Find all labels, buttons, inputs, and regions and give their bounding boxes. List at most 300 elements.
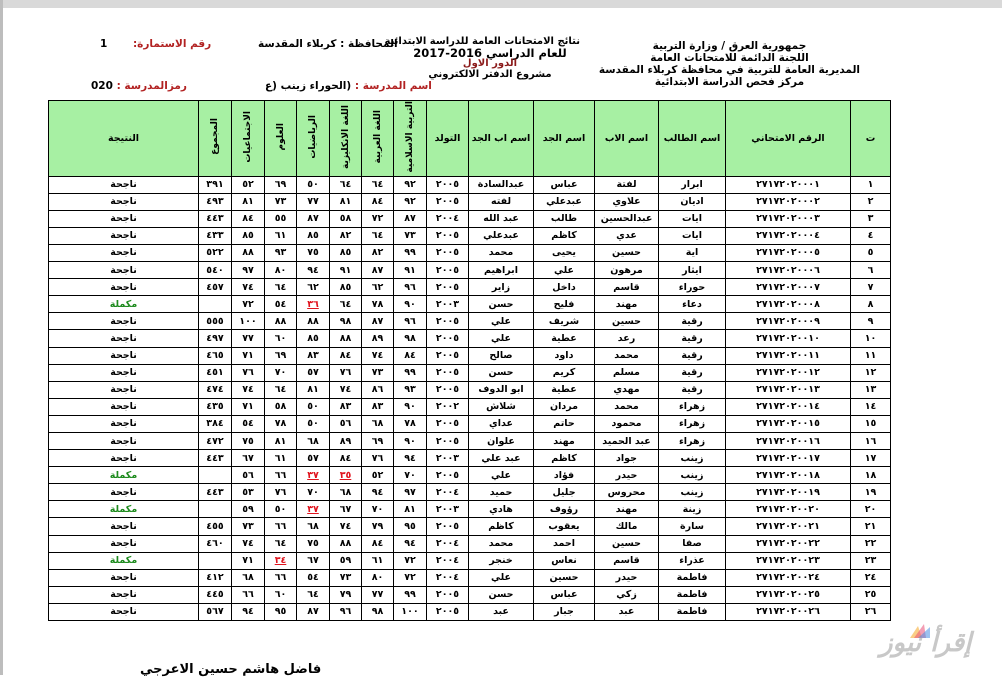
cell-exam-no: ٢٧١٧٢٠٢٠٠٢٠ bbox=[726, 501, 851, 518]
cell-grandfather: جبار bbox=[534, 603, 595, 620]
cell-total: ٥٤٠ bbox=[199, 262, 232, 279]
col-header-math bbox=[297, 101, 330, 177]
cell-total: ٤٤٣ bbox=[199, 210, 232, 227]
cell-total: ٣٨٤ bbox=[199, 415, 232, 432]
cell-math: ٦٢ bbox=[297, 279, 330, 296]
cell-math: ٥٠ bbox=[297, 176, 330, 193]
cell-student: اديان bbox=[659, 193, 726, 210]
table-row bbox=[49, 569, 891, 586]
cell-math: ٨٧ bbox=[297, 210, 330, 227]
cell-english: ٥٩ bbox=[330, 552, 362, 569]
cell-science: ٧٦ bbox=[265, 484, 297, 501]
cell-result: ناجحة bbox=[49, 244, 199, 261]
cell-exam-no: ٢٧١٧٢٠٢٠٠٢٤ bbox=[726, 569, 851, 586]
cell-result: ناجحة bbox=[49, 279, 199, 296]
cell-exam-no: ٢٧١٧٢٠٢٠٠١١ bbox=[726, 347, 851, 364]
cell-birth: ٢٠٠٥ bbox=[427, 227, 469, 244]
cell-math: ٨٥ bbox=[297, 227, 330, 244]
cell-great-grandfather: ابراهيم bbox=[469, 262, 534, 279]
cell-father: حسين bbox=[595, 535, 659, 552]
cell-no: ٢٦ bbox=[851, 603, 891, 620]
cell-arabic: ٨٤ bbox=[362, 535, 394, 552]
col-header-arabic-label: اللغة العربية bbox=[372, 110, 383, 164]
cell-exam-no: ٢٧١٧٢٠٢٠٠١٨ bbox=[726, 467, 851, 484]
cell-social: ٦٦ bbox=[232, 586, 265, 603]
cell-birth: ٢٠٠٥ bbox=[427, 432, 469, 449]
cell-no: ١٢ bbox=[851, 364, 891, 381]
cell-father: محمد bbox=[595, 398, 659, 415]
cell-father: قاسم bbox=[595, 552, 659, 569]
table-row bbox=[49, 586, 891, 603]
cell-islamic: ٩٤ bbox=[394, 535, 427, 552]
ministry-header bbox=[599, 40, 860, 88]
cell-arabic: ٦٨ bbox=[362, 415, 394, 432]
col-header-birth: التولد bbox=[427, 101, 469, 177]
col-header-science bbox=[265, 101, 297, 177]
cell-math: ٧٥ bbox=[297, 244, 330, 261]
window-left-strip bbox=[0, 0, 3, 675]
cell-grandfather: داود bbox=[534, 347, 595, 364]
cell-great-grandfather: خنجر bbox=[469, 552, 534, 569]
cell-great-grandfather: محمد bbox=[469, 244, 534, 261]
cell-math: ٧٧ bbox=[297, 193, 330, 210]
cell-student: سارة bbox=[659, 518, 726, 535]
form-number-label: رقم الاستمارة: bbox=[132, 38, 212, 50]
cell-math: ٧٥ bbox=[297, 535, 330, 552]
cell-arabic: ٥٢ bbox=[362, 467, 394, 484]
cell-math: ٨٨ bbox=[297, 313, 330, 330]
cell-birth: ٢٠٠٤ bbox=[427, 535, 469, 552]
cell-exam-no: ٢٧١٧٢٠٢٠٠٠٨ bbox=[726, 296, 851, 313]
cell-great-grandfather: عبد الله bbox=[469, 210, 534, 227]
cell-student: رقية bbox=[659, 313, 726, 330]
cell-student: زهراء bbox=[659, 432, 726, 449]
exam-title: نتائج الامتحانات العامة للدراسة الابتدائية bbox=[384, 36, 580, 47]
cell-english: ٨٨ bbox=[330, 535, 362, 552]
exam-title-block bbox=[384, 36, 580, 80]
cell-exam-no: ٢٧١٧٢٠٢٠٠٠٣ bbox=[726, 210, 851, 227]
province-field bbox=[258, 38, 398, 50]
cell-student: ابرار bbox=[659, 176, 726, 193]
cell-no: ١٥ bbox=[851, 415, 891, 432]
cell-grandfather: رؤوف bbox=[534, 501, 595, 518]
cell-science: ٥٥ bbox=[265, 210, 297, 227]
cell-social: ٧٥ bbox=[232, 432, 265, 449]
cell-arabic: ٧٢ bbox=[362, 210, 394, 227]
cell-total: ٤٦٠ bbox=[199, 535, 232, 552]
cell-math: ٨١ bbox=[297, 381, 330, 398]
cell-great-grandfather: كاظم bbox=[469, 518, 534, 535]
cell-islamic: ٨١ bbox=[394, 501, 427, 518]
cell-english: ٧٤ bbox=[330, 518, 362, 535]
cell-total: ٤٧٢ bbox=[199, 432, 232, 449]
table-row bbox=[49, 501, 891, 518]
cell-result: ناجحة bbox=[49, 176, 199, 193]
cell-father: عبد bbox=[595, 603, 659, 620]
cell-great-grandfather: عبدالسادة bbox=[469, 176, 534, 193]
cell-grandfather: عباس bbox=[534, 586, 595, 603]
cell-social: ٧٣ bbox=[232, 518, 265, 535]
cell-student: دعاء bbox=[659, 296, 726, 313]
cell-result: ناجحة bbox=[49, 347, 199, 364]
cell-social: ٥٢ bbox=[232, 176, 265, 193]
cell-great-grandfather: علي bbox=[469, 467, 534, 484]
cell-result: ناجحة bbox=[49, 535, 199, 552]
ministry-line-4: مركز فحص الدراسة الابتدائية bbox=[654, 76, 805, 88]
col-header-english bbox=[330, 101, 362, 177]
table-row bbox=[49, 176, 891, 193]
cell-student: رقية bbox=[659, 330, 726, 347]
cell-science: ٦٩ bbox=[265, 347, 297, 364]
cell-grandfather: كاظم bbox=[534, 450, 595, 467]
table-row bbox=[49, 313, 891, 330]
table-row bbox=[49, 432, 891, 449]
cell-great-grandfather: علي bbox=[469, 313, 534, 330]
cell-exam-no: ٢٧١٧٢٠٢٠٠١٤ bbox=[726, 398, 851, 415]
cell-islamic: ٨٤ bbox=[394, 347, 427, 364]
cell-islamic: ٧٢ bbox=[394, 569, 427, 586]
cell-math: ٣٧ bbox=[297, 501, 330, 518]
cell-social: ١٠٠ bbox=[232, 313, 265, 330]
cell-arabic: ٧٧ bbox=[362, 586, 394, 603]
cell-science: ٧٠ bbox=[265, 364, 297, 381]
cell-great-grandfather: شلاش bbox=[469, 398, 534, 415]
cell-grandfather: حاتم bbox=[534, 415, 595, 432]
cell-social: ٧١ bbox=[232, 552, 265, 569]
cell-math: ٦٨ bbox=[297, 432, 330, 449]
cell-science: ٩٥ bbox=[265, 603, 297, 620]
cell-social: ٨٨ bbox=[232, 244, 265, 261]
watermark-text: إقرأ نيوز bbox=[880, 628, 972, 658]
cell-social: ٧٤ bbox=[232, 381, 265, 398]
cell-student: زينة bbox=[659, 501, 726, 518]
cell-student: زهراء bbox=[659, 415, 726, 432]
cell-grandfather: احمد bbox=[534, 535, 595, 552]
cell-science: ٦٠ bbox=[265, 586, 297, 603]
cell-science: ٦٦ bbox=[265, 518, 297, 535]
cell-english: ٨٥ bbox=[330, 279, 362, 296]
cell-science: ٦١ bbox=[265, 227, 297, 244]
cell-no: ١٨ bbox=[851, 467, 891, 484]
cell-result: ناجحة bbox=[49, 586, 199, 603]
col-header-total bbox=[199, 101, 232, 177]
cell-english: ٨٢ bbox=[330, 227, 362, 244]
cell-math: ٥٠ bbox=[297, 415, 330, 432]
cell-result: مكملة bbox=[49, 467, 199, 484]
cell-english: ٧٤ bbox=[330, 381, 362, 398]
cell-science: ٧٨ bbox=[265, 415, 297, 432]
cell-total: ٤٥٥ bbox=[199, 518, 232, 535]
cell-arabic: ٨٣ bbox=[362, 398, 394, 415]
cell-math: ٥٠ bbox=[297, 398, 330, 415]
cell-science: ٥٠ bbox=[265, 501, 297, 518]
col-header-social-label: الاجتماعيات bbox=[243, 110, 253, 163]
cell-great-grandfather: هادي bbox=[469, 501, 534, 518]
exam-round: الدور الاول bbox=[462, 58, 518, 69]
cell-result: ناجحة bbox=[49, 193, 199, 210]
cell-result: ناجحة bbox=[49, 603, 199, 620]
cell-exam-no: ٢٧١٧٢٠٢٠٠٠٩ bbox=[726, 313, 851, 330]
cell-no: ١٩ bbox=[851, 484, 891, 501]
cell-great-grandfather: محمد bbox=[469, 535, 534, 552]
cell-science: ٦٦ bbox=[265, 467, 297, 484]
cell-exam-no: ٢٧١٧٢٠٢٠٠١٦ bbox=[726, 432, 851, 449]
col-header-great-grandfather: اسم اب الجد bbox=[469, 101, 534, 177]
cell-student: زينب bbox=[659, 450, 726, 467]
cell-total: ٤٦٥ bbox=[199, 347, 232, 364]
cell-arabic: ٨٠ bbox=[362, 569, 394, 586]
cell-great-grandfather: عداي bbox=[469, 415, 534, 432]
cell-birth: ٢٠٠٤ bbox=[427, 210, 469, 227]
cell-great-grandfather: عبدعلي bbox=[469, 227, 534, 244]
ministry-line-2: اللجنة الدائمة للامتحانات العامة bbox=[650, 52, 809, 64]
cell-science: ٦٠ bbox=[265, 330, 297, 347]
cell-great-grandfather: علي bbox=[469, 569, 534, 586]
cell-father: قاسم bbox=[595, 279, 659, 296]
cell-student: رقية bbox=[659, 364, 726, 381]
school-code-label: رمزالمدرسة : bbox=[116, 80, 187, 92]
cell-no: ١١ bbox=[851, 347, 891, 364]
ministry-line-3: المديرية العامة للتربية في محافظة كربلاء المقدسة bbox=[598, 64, 860, 76]
cell-no: ١٧ bbox=[851, 450, 891, 467]
cell-great-grandfather: صالح bbox=[469, 347, 534, 364]
col-header-islamic-label: التربية الاسلامية bbox=[405, 101, 415, 173]
cell-student: زينب bbox=[659, 484, 726, 501]
cell-math: ٩٤ bbox=[297, 262, 330, 279]
cell-social: ٧٧ bbox=[232, 330, 265, 347]
cell-exam-no: ٢٧١٧٢٠٢٠٠٠٥ bbox=[726, 244, 851, 261]
window-top-strip bbox=[0, 0, 1002, 8]
cell-grandfather: جليل bbox=[534, 484, 595, 501]
cell-no: ٢٥ bbox=[851, 586, 891, 603]
cell-islamic: ٩٢ bbox=[394, 193, 427, 210]
cell-arabic: ٧٦ bbox=[362, 450, 394, 467]
cell-grandfather: يحيى bbox=[534, 244, 595, 261]
cell-arabic: ٦٩ bbox=[362, 432, 394, 449]
cell-birth: ٢٠٠٥ bbox=[427, 381, 469, 398]
cell-great-grandfather: علوان bbox=[469, 432, 534, 449]
cell-exam-no: ٢٧١٧٢٠٢٠٠١٧ bbox=[726, 450, 851, 467]
cell-great-grandfather: حسن bbox=[469, 364, 534, 381]
cell-grandfather: فليح bbox=[534, 296, 595, 313]
table-row bbox=[49, 398, 891, 415]
cell-islamic: ٧٨ bbox=[394, 415, 427, 432]
cell-birth: ٢٠٠٥ bbox=[427, 330, 469, 347]
table-row bbox=[49, 330, 891, 347]
cell-father: محمد bbox=[595, 347, 659, 364]
table-row bbox=[49, 518, 891, 535]
cell-birth: ٢٠٠٣ bbox=[427, 501, 469, 518]
cell-father: مهدي bbox=[595, 381, 659, 398]
cell-english: ٩١ bbox=[330, 262, 362, 279]
cell-father: جواد bbox=[595, 450, 659, 467]
table-row bbox=[49, 552, 891, 569]
cell-great-grandfather: علي bbox=[469, 330, 534, 347]
cell-exam-no: ٢٧١٧٢٠٢٠٠٠٢ bbox=[726, 193, 851, 210]
cell-islamic: ٩٦ bbox=[394, 279, 427, 296]
cell-english: ٨٨ bbox=[330, 330, 362, 347]
signature-name: فاضل هاشم حسين الاعرجي bbox=[140, 662, 322, 677]
school-name-field bbox=[265, 80, 432, 92]
cell-father: مهند bbox=[595, 501, 659, 518]
cell-social: ٥٤ bbox=[232, 415, 265, 432]
cell-social: ٧٤ bbox=[232, 535, 265, 552]
cell-birth: ٢٠٠٤ bbox=[427, 484, 469, 501]
cell-math: ٥٧ bbox=[297, 450, 330, 467]
cell-arabic: ٧٣ bbox=[362, 364, 394, 381]
cell-father: زكي bbox=[595, 586, 659, 603]
province-label: المحافظة : bbox=[340, 38, 398, 50]
school-code-value: 020 bbox=[91, 80, 113, 92]
cell-father: عبد الحميد bbox=[595, 432, 659, 449]
cell-result: ناجحة bbox=[49, 450, 199, 467]
cell-grandfather: كاظم bbox=[534, 227, 595, 244]
table-row bbox=[49, 347, 891, 364]
col-header-father: اسم الاب bbox=[595, 101, 659, 177]
cell-science: ٦١ bbox=[265, 450, 297, 467]
project-name: مشروع الدفتر الالكتروني bbox=[428, 69, 552, 80]
cell-grandfather: عطية bbox=[534, 330, 595, 347]
cell-student: ايثار bbox=[659, 262, 726, 279]
cell-grandfather: نعاس bbox=[534, 552, 595, 569]
cell-result: ناجحة bbox=[49, 398, 199, 415]
cell-great-grandfather: زاير bbox=[469, 279, 534, 296]
cell-exam-no: ٢٧١٧٢٠٢٠٠٠٦ bbox=[726, 262, 851, 279]
cell-no: ١ bbox=[851, 176, 891, 193]
cell-islamic: ٩٤ bbox=[394, 450, 427, 467]
cell-english: ٧٣ bbox=[330, 569, 362, 586]
col-header-arabic bbox=[362, 101, 394, 177]
col-header-english-label: اللغة الانكليزية bbox=[340, 104, 351, 169]
cell-no: ٦ bbox=[851, 262, 891, 279]
cell-no: ٢٣ bbox=[851, 552, 891, 569]
cell-arabic: ٨٦ bbox=[362, 381, 394, 398]
cell-result: ناجحة bbox=[49, 313, 199, 330]
cell-math: ٣٦ bbox=[297, 296, 330, 313]
school-name-value: (الحوراء زينب (ع bbox=[265, 80, 352, 92]
cell-birth: ٢٠٠٥ bbox=[427, 467, 469, 484]
col-header-no: ت bbox=[851, 101, 891, 177]
cell-father: علاوي bbox=[595, 193, 659, 210]
cell-islamic: ١٠٠ bbox=[394, 603, 427, 620]
cell-math: ٨٣ bbox=[297, 347, 330, 364]
cell-math: ٦٧ bbox=[297, 552, 330, 569]
ministry-line-1: جمهورية العرق / وزارة التربية bbox=[652, 40, 807, 52]
cell-english: ٦٧ bbox=[330, 501, 362, 518]
table-row bbox=[49, 296, 891, 313]
cell-exam-no: ٢٧١٧٢٠٢٠٠٢٦ bbox=[726, 603, 851, 620]
cell-great-grandfather: حسن bbox=[469, 586, 534, 603]
cell-islamic: ٩٧ bbox=[394, 484, 427, 501]
cell-student: زينب bbox=[659, 467, 726, 484]
cell-total: ٣٩١ bbox=[199, 176, 232, 193]
cell-science: ٦٦ bbox=[265, 569, 297, 586]
table-row bbox=[49, 262, 891, 279]
cell-exam-no: ٢٧١٧٢٠٢٠٠٢٥ bbox=[726, 586, 851, 603]
cell-english: ٦٤ bbox=[330, 296, 362, 313]
cell-social: ٧٦ bbox=[232, 364, 265, 381]
cell-birth: ٢٠٠٥ bbox=[427, 586, 469, 603]
cell-no: ٥ bbox=[851, 244, 891, 261]
cell-great-grandfather: ابو الدوف bbox=[469, 381, 534, 398]
cell-result: مكملة bbox=[49, 552, 199, 569]
table-row bbox=[49, 450, 891, 467]
cell-father: رعد bbox=[595, 330, 659, 347]
cell-student: حوراء bbox=[659, 279, 726, 296]
cell-exam-no: ٢٧١٧٢٠٢٠٠١٣ bbox=[726, 381, 851, 398]
cell-arabic: ٦٤ bbox=[362, 227, 394, 244]
cell-exam-no: ٢٧١٧٢٠٢٠٠٠٧ bbox=[726, 279, 851, 296]
cell-birth: ٢٠٠٣ bbox=[427, 450, 469, 467]
cell-result: ناجحة bbox=[49, 432, 199, 449]
cell-math: ٧٠ bbox=[297, 484, 330, 501]
cell-father: حيدر bbox=[595, 569, 659, 586]
cell-student: فاطمة bbox=[659, 603, 726, 620]
cell-grandfather: حسين bbox=[534, 569, 595, 586]
cell-islamic: ٩٨ bbox=[394, 330, 427, 347]
cell-science: ٦٤ bbox=[265, 535, 297, 552]
cell-english: ٩٦ bbox=[330, 603, 362, 620]
col-header-total-label: المجموع bbox=[210, 118, 220, 156]
cell-father: مهند bbox=[595, 296, 659, 313]
cell-grandfather: عطية bbox=[534, 381, 595, 398]
cell-no: ٢٤ bbox=[851, 569, 891, 586]
cell-no: ١٦ bbox=[851, 432, 891, 449]
cell-student: صفا bbox=[659, 535, 726, 552]
cell-result: ناجحة bbox=[49, 484, 199, 501]
cell-student: زهراء bbox=[659, 398, 726, 415]
cell-islamic: ٩٦ bbox=[394, 313, 427, 330]
cell-no: ٣ bbox=[851, 210, 891, 227]
cell-total: ٤١٢ bbox=[199, 569, 232, 586]
cell-father: مسلم bbox=[595, 364, 659, 381]
table-body bbox=[49, 176, 891, 620]
cell-grandfather: مردان bbox=[534, 398, 595, 415]
cell-science: ٨١ bbox=[265, 432, 297, 449]
table-row bbox=[49, 193, 891, 210]
cell-science: ٨٠ bbox=[265, 262, 297, 279]
cell-islamic: ٩٠ bbox=[394, 296, 427, 313]
cell-english: ٧٩ bbox=[330, 586, 362, 603]
cell-no: ٢ bbox=[851, 193, 891, 210]
cell-total: ٤٣٣ bbox=[199, 227, 232, 244]
cell-science: ٩٣ bbox=[265, 244, 297, 261]
cell-islamic: ٩٥ bbox=[394, 518, 427, 535]
cell-total: ٤٤٣ bbox=[199, 450, 232, 467]
cell-no: ٢٠ bbox=[851, 501, 891, 518]
cell-islamic: ٩٩ bbox=[394, 586, 427, 603]
cell-grandfather: عبدعلي bbox=[534, 193, 595, 210]
cell-result: مكملة bbox=[49, 501, 199, 518]
cell-total: ٤٩٣ bbox=[199, 193, 232, 210]
cell-birth: ٢٠٠٥ bbox=[427, 364, 469, 381]
cell-english: ٨٣ bbox=[330, 398, 362, 415]
cell-result: ناجحة bbox=[49, 330, 199, 347]
cell-no: ١٣ bbox=[851, 381, 891, 398]
cell-birth: ٢٠٠٥ bbox=[427, 176, 469, 193]
cell-no: ٧ bbox=[851, 279, 891, 296]
school-code-field bbox=[91, 80, 187, 92]
cell-father: مرهون bbox=[595, 262, 659, 279]
table-row bbox=[49, 381, 891, 398]
cell-islamic: ٧٢ bbox=[394, 552, 427, 569]
cell-total bbox=[199, 296, 232, 313]
cell-social: ٧١ bbox=[232, 347, 265, 364]
cell-birth: ٢٠٠٥ bbox=[427, 262, 469, 279]
cell-grandfather: فؤاد bbox=[534, 467, 595, 484]
cell-arabic: ٩٤ bbox=[362, 484, 394, 501]
cell-birth: ٢٠٠٥ bbox=[427, 347, 469, 364]
